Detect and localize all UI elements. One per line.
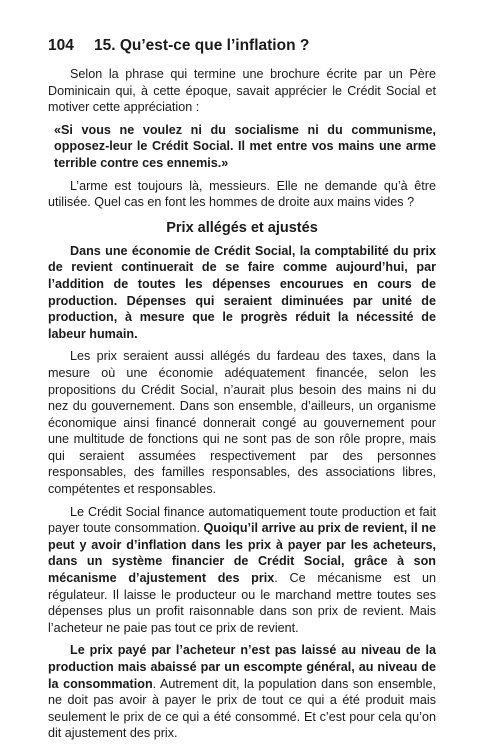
paragraph-prix-paye-emphasis: Le prix payé par l’acheteur n’est pas laissé au niveau de la production mais abaissé par un escompte général, au niveau de la consommation (48, 643, 436, 691)
paragraph-inflation-emphasis: Quoiqu’il arrive au prix de revient, il ne peut y avoir d’inflation dans les prix à payer par les acheteurs, dans un système financier de Crédit Social, grâce à son mécanisme d’ajustement des prix (48, 521, 436, 586)
section-lead-paragraph: Dans une économie de Crédit Social, la comptabilité du prix de revient continuerait de se faire comme aujourd’hui, par l’addition de toutes les dépenses encourues en cours de production. Dépenses qui seraient diminuées par unité de production, à mesure que le progrès réduit la nécessité de labeur humain. (48, 243, 436, 341)
block-quote: «Si vous ne voulez ni du socialisme ni du communisme, opposez-leur le Crédit Social. Il met entre vos mains une arme terrible contre ces ennemis.» (54, 122, 436, 170)
section-heading: Prix allégés et ajustés (166, 219, 318, 236)
paragraph-taxes: Les prix seraient aussi allégés du fardeau des taxes, dans la mesure où une économie adéquatement financée, selon les propositions du Crédit Social, n’aurait plus besoin des mains ni du nez du gouvernement. Dans son ensemble, d’ailleurs, un organisme économique ainsi financé donnerait congé au gouvernement pour une multitude de fonctions qui ne sont pas de son rôle propre, mais qui seraient assumées respectivement par des personnes responsables, des familles responsables, des associations libres, compétentes et responsables. (48, 349, 436, 497)
paragraph-arme: L’arme est toujours là, messieurs. Elle ne demande qu’à être utilisée. Quel cas en font les hommes de droite aux mains vides ? (48, 178, 436, 210)
page-header (48, 36, 436, 56)
page-number: 104 (48, 37, 74, 54)
paragraph-intro: Selon la phrase qui termine une brochure écrite par un Père Dominicain qui, à cette époque, savait apprécier le Crédit Social et motiver cette appréciation : (48, 67, 436, 115)
paragraph-inflation-text-1: Le Crédit Social finance automatiquement toute production et fait payer toute consommation. (48, 504, 436, 536)
book-page (48, 36, 436, 742)
paragraph-inflation (48, 504, 436, 637)
paragraph-prix-paye-text: . Autrement dit, la population dans son ensemble, ne doit pas avoir à payer le prix de tout ce qui a été produit mais seulement le prix de ce qui a été consommé. Et c’est pour cela qu’on dit ajustement des prix. (48, 676, 436, 741)
paragraph-prix-paye (48, 642, 436, 742)
chapter-title: 15. Qu’est-ce que l’inflation ? (94, 37, 310, 54)
paragraph-inflation-text-2: . Ce mécanisme est un régulateur. Il laisse le producteur ou le marchand mettre toutes ses dépenses plus un profit raisonnable dans son prix de revient. Mais l’acheteur ne paie pas tout ce prix de revient. (48, 571, 436, 635)
